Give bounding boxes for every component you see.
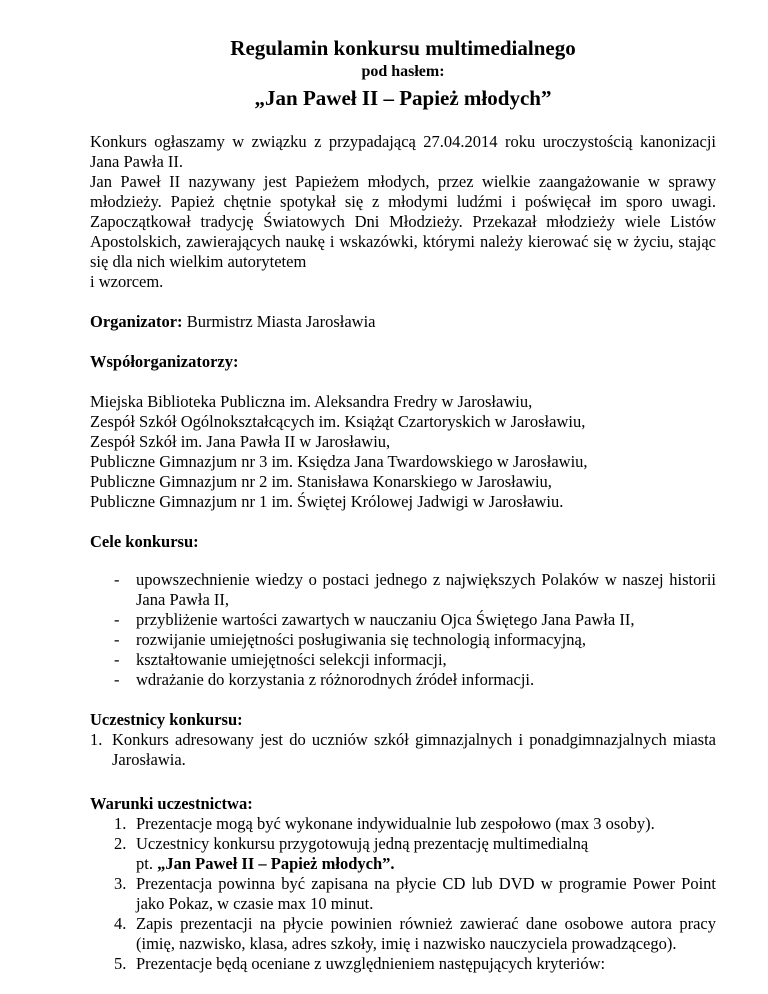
document-title: Regulamin konkursu multimedialnego bbox=[230, 36, 576, 60]
co-organizer-item: Publiczne Gimnazjum nr 3 im. Księdza Jana Twardowskiego w Jarosławiu, bbox=[90, 452, 588, 471]
co-organizer-item: Publiczne Gimnazjum nr 2 im. Stanisława Konarskiego w Jarosławiu, bbox=[90, 472, 552, 491]
organizer-value: Burmistrz Miasta Jarosławia bbox=[182, 312, 376, 331]
contest-motto-inline: „Jan Paweł II – Papież młodych”. bbox=[157, 854, 395, 873]
condition-item: 5. Prezentacje będą oceniane z uwzględnieniem następujących kryteriów: bbox=[114, 954, 606, 973]
co-organizer-item: Zespół Szkół Ogólnokształcących im. Książąt Czartoryskich w Jarosławiu, bbox=[90, 412, 586, 431]
condition-item: 4. Zapis prezentacji na płycie powinien również zawierać dane osobowe autora pracy (imię, nazwisko, klasa, adres szkoły, imię i nazwisko nauczyciela prowadzącego). bbox=[114, 914, 716, 953]
co-organizer-item: Publiczne Gimnazjum nr 1 im. Świętej Królowej Jadwigi w Jarosławiu. bbox=[90, 492, 564, 511]
item-number: 5. bbox=[114, 954, 127, 973]
dash-marker: - bbox=[114, 630, 120, 649]
goal-item: - rozwijanie umiejętności posługiwania się technologią informacyjną, bbox=[114, 630, 586, 649]
goal-item: - upowszechnienie wiedzy o postaci jednego z największych Polaków w naszej historii Jana Pawła II, bbox=[114, 570, 716, 609]
organizer-line bbox=[90, 312, 716, 332]
item-number: 2. bbox=[114, 834, 127, 853]
co-organizers-heading: Współorganizatorzy: bbox=[90, 352, 239, 371]
goal-item: - kształtowanie umiejętności selekcji informacji, bbox=[114, 650, 447, 669]
intro-section bbox=[90, 132, 716, 292]
participants-list bbox=[90, 730, 716, 770]
condition-item: 1. Prezentacje mogą być wykonane indywidualnie lub zespołowo (max 3 osoby). bbox=[114, 814, 655, 833]
item-number: 3. bbox=[114, 874, 127, 893]
conditions-heading: Warunki uczestnictwa: bbox=[90, 794, 253, 813]
goal-item: - wdrażanie do korzystania z różnorodnych źródeł informacji. bbox=[114, 670, 535, 689]
co-organizers-list bbox=[90, 392, 716, 512]
condition-item: 2. Uczestnicy konkursu przygotowują jedną prezentację multimedialną pt. „Jan Paweł II – Papież młodych”. bbox=[114, 834, 589, 873]
item-number: 1. bbox=[114, 814, 127, 833]
document-subtitle: pod hasłem: bbox=[361, 63, 445, 80]
co-organizer-item: Miejska Biblioteka Publiczna im. Aleksandra Fredry w Jarosławiu, bbox=[90, 392, 533, 411]
intro-paragraph-1: Konkurs ogłaszamy w związku z przypadającą 27.04.2014 roku uroczystością kanonizacji Jana Pawła II. bbox=[90, 132, 716, 171]
goals-heading: Cele konkursu: bbox=[90, 532, 199, 551]
dash-marker: - bbox=[114, 610, 120, 629]
co-organizer-item: Zespół Szkół im. Jana Pawła II w Jarosławiu, bbox=[90, 432, 391, 451]
dash-marker: - bbox=[114, 670, 120, 689]
participant-item: 1. Konkurs adresowany jest do uczniów szkół gimnazjalnych i ponadgimnazjalnych miasta Jarosławia. bbox=[90, 730, 716, 769]
dash-marker: - bbox=[114, 570, 120, 589]
dash-marker: - bbox=[114, 650, 120, 669]
participants-heading: Uczestnicy konkursu: bbox=[90, 710, 243, 729]
intro-paragraph-2: Jan Paweł II nazywany jest Papieżem młodych, przez wielkie zaangażowanie w sprawy młodzieży. Papież chętnie spotykał się z młodymi ludźmi i poświęcał im sporo uwagi. Zapoczątkował tradycję Światowych Dni Młodzieży. Przekazał młodzieży wiele Listów Apostolskich, zawierających naukę i wskazówki, którymi należy kierować się w życiu, stając się dla nich wielkim autorytetem bbox=[90, 172, 716, 271]
item-number: 1. bbox=[90, 730, 103, 749]
condition-item: 3. Prezentacja powinna być zapisana na płycie CD lub DVD w programie Power Point jako Pokaz, w czasie max 10 minut. bbox=[114, 874, 716, 913]
intro-paragraph-3: i wzorcem. bbox=[90, 272, 164, 291]
goals-list bbox=[90, 570, 716, 690]
conditions-list bbox=[90, 814, 716, 974]
item-number: 4. bbox=[114, 914, 127, 933]
organizer-label: Organizator: bbox=[90, 312, 183, 331]
contest-motto: „Jan Paweł II – Papież młodych” bbox=[254, 86, 552, 110]
goal-item: - przybliżenie wartości zawartych w nauczaniu Ojca Świętego Jana Pawła II, bbox=[114, 610, 635, 629]
